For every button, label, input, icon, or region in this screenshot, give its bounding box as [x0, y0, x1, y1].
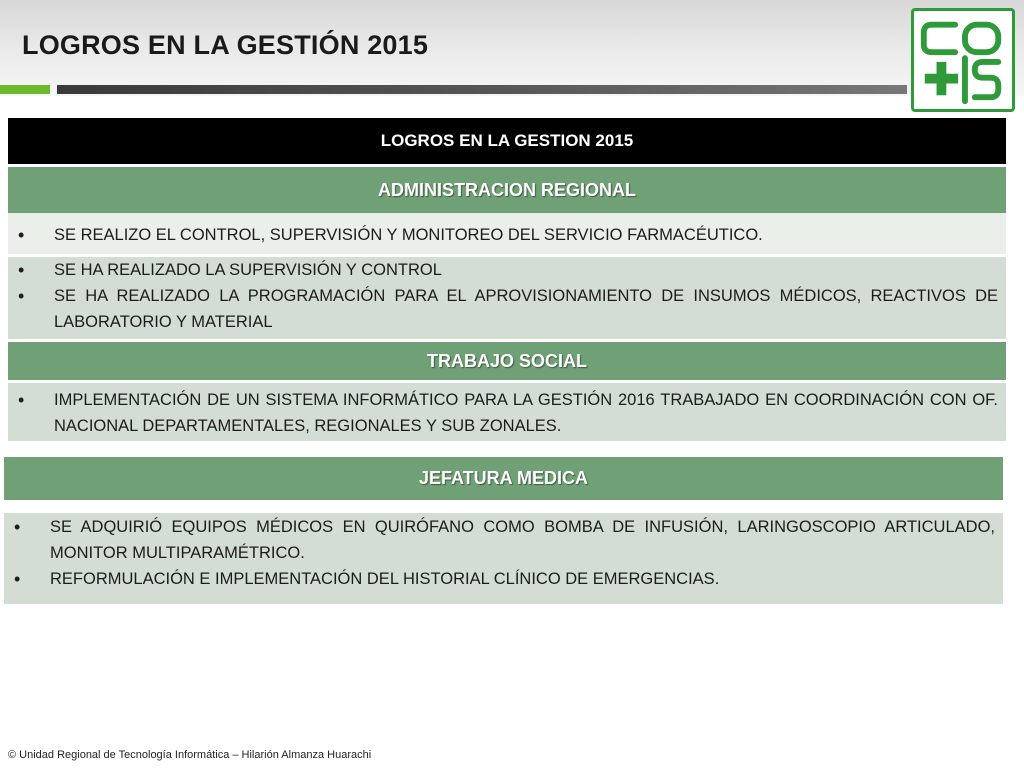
table-row: [8, 257, 1006, 339]
section-header-medical: JEFATURA MEDICA: [4, 457, 1003, 500]
cps-logo-icon: [914, 11, 1012, 109]
dark-accent-stripe: [57, 85, 907, 94]
achievements-table: [8, 118, 1006, 441]
list-item: • IMPLEMENTACIÓN DE UN SISTEMA INFORMÁTICO PARA LA GESTIÓN 2016 TRABAJADO EN COORDINACIÓN CON OF. NACIONAL DEPARTAMENTALES, REGIONALES Y SUB ZONALES.: [8, 387, 998, 439]
medical-section-table: [4, 457, 1003, 604]
cps-logo: [911, 8, 1015, 112]
table-main-header: LOGROS EN LA GESTION 2015: [8, 118, 1006, 164]
table-row: [8, 213, 1006, 254]
table-row: [4, 513, 1003, 604]
section-header-admin: ADMINISTRACION REGIONAL: [8, 167, 1006, 213]
list-item: • SE ADQUIRIÓ EQUIPOS MÉDICOS EN QUIRÓFANO COMO BOMBA DE INFUSIÓN, LARINGOSCOPIO ARTICULADO, MONITOR MULTIPARAMÉTRICO.: [4, 514, 995, 566]
row-divider: [4, 500, 1003, 513]
section-header-social: TRABAJO SOCIAL: [8, 342, 1006, 380]
page-title: LOGROS EN LA GESTIÓN 2015: [22, 30, 429, 60]
table-row: [8, 383, 1006, 441]
list-item: • SE HA REALIZADO LA PROGRAMACIÓN PARA EL APROVISIONAMIENTO DE INSUMOS MÉDICOS, REACTIVOS DE LABORATORIO Y MATERIAL: [8, 283, 998, 335]
list-item: • REFORMULACIÓN E IMPLEMENTACIÓN DEL HISTORIAL CLÍNICO DE EMERGENCIAS.: [4, 566, 995, 592]
list-item: • SE HA REALIZADO LA SUPERVISIÓN Y CONTROL: [8, 257, 998, 283]
green-accent-stripe: [0, 85, 50, 94]
list-item: • SE REALIZO EL CONTROL, SUPERVISIÓN Y MONITOREO DEL SERVICIO FARMACÉUTICO.: [8, 222, 1006, 248]
footer-copyright: © Unidad Regional de Tecnología Informática – Hilarión Almanza Huarachi: [8, 749, 372, 761]
